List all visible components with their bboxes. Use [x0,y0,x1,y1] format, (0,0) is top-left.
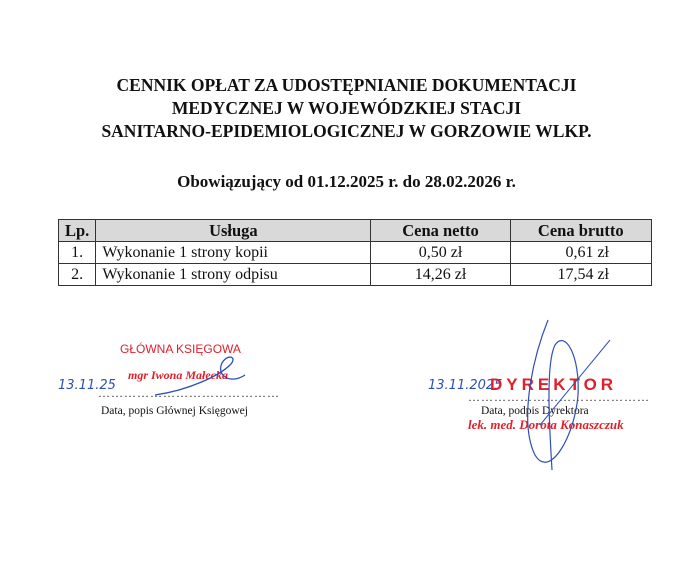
header-lp: Lp. [59,220,96,242]
header-net: Cena netto [371,220,510,242]
header-gross: Cena brutto [510,220,651,242]
accountant-handwritten-date: 13.11.25 [58,378,116,393]
director-stamp-title: DYREKTOR [490,375,618,394]
price-table [58,219,652,286]
director-signature-icon [510,315,620,475]
document-title: CENNIK OPŁAT ZA UDOSTĘPNIANIE DOKUMENTACJI MEDYCZNEJ W WOJEWÓDZKIEJ STACJI SANITARNO-EPIDEMIOLOGICZNEJ W GORZOWIE WLKP. [101,75,592,141]
accountant-signature-line: …………………………………… [98,386,280,400]
table-row: 2. Wykonanie 1 strony odpisu 14,26 zł 17,54 zł [59,264,652,286]
accountant-stamp-title: GŁÓWNA KSIĘGOWA [120,342,241,356]
accountant-signature-icon [150,355,260,400]
validity-period: Obowiązujący od 01.12.2025 r. do 28.02.2026 r. [177,172,516,191]
director-caption: Data, podpis Dyrektora [481,405,589,417]
accountant-stamp-name: mgr Iwona Małecka [128,368,229,382]
table-header [59,220,652,242]
director-stamp-name: lek. med. Dorota Konaszczuk [468,417,624,432]
accountant-caption: Data, popis Głównej Księgowej [101,405,248,417]
header-service: Usługa [96,220,371,242]
director-handwritten-date: 13.11.2025 [428,378,503,393]
director-signature-line: …………………………………… [468,390,650,404]
table-row: 1. Wykonanie 1 strony kopii 0,50 zł 0,61 zł [59,242,652,264]
